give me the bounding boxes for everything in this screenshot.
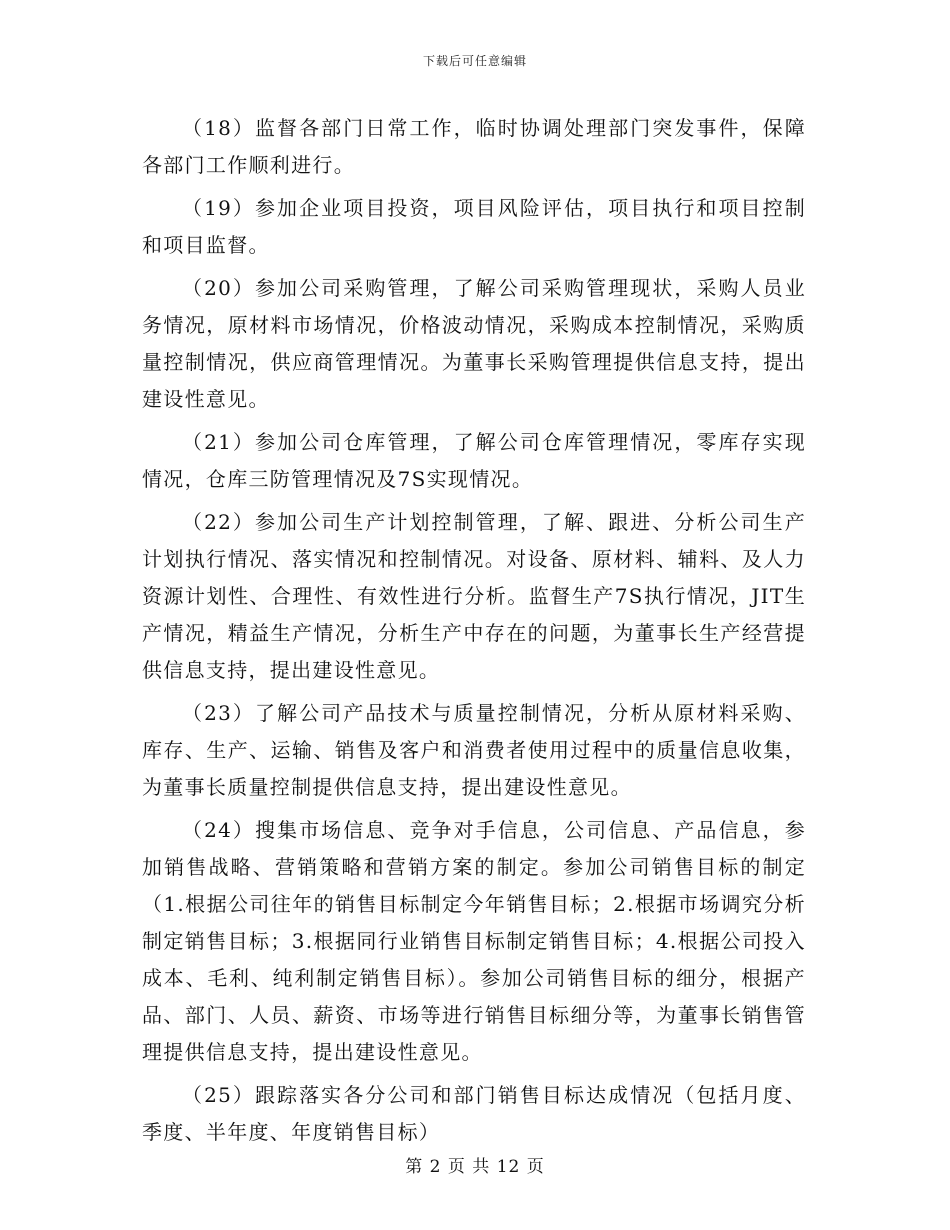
- paragraph-20: （20）参加公司采购管理，了解公司采购管理现状，采购人员业务情况，原材料市场情况，价格波动情况，采购成本控制情况，采购质量控制情况，供应商管理情况。为董事长采购管理提供信息支持，提出建设性意见。: [142, 276, 806, 411]
- paragraph-24: （24）搜集市场信息、竞争对手信息，公司信息、产品信息，参加销售战略、营销策略和营销方案的制定。参加公司销售目标的制定（1.根据公司往年的销售目标制定今年销售目标；2.根据市场调究分析制定销售目标；3.根据同行业销售目标制定销售目标；4.根据公司投入成本、毛利、纯利制定销售目标）。参加公司销售目标的细分，根据产品、部门、人员、薪资、市场等进行销售目标细分等，为董事长销售管理提供信息支持，提出建设性意见。: [142, 818, 806, 1064]
- paragraph-19: （19）参加企业项目投资，项目风险评估，项目执行和项目控制和项目监督。: [142, 196, 806, 257]
- paragraph-22: （22）参加公司生产计划控制管理，了解、跟进、分析公司生产计划执行情况、落实情况和控制情况。对设备、原材料、辅料、及人力资源计划性、合理性、有效性进行分析。监督生产7S执行情况，JIT生产情况，精益生产情况，分析生产中存在的问题，为董事长生产经营提供信息支持，提出建设性意见。: [142, 510, 806, 682]
- document-body: [142, 110, 806, 1157]
- paragraph-25: （25）跟踪落实各分公司和部门销售目标达成情况（包括月度、季度、半年度、年度销售目标）: [142, 1083, 806, 1144]
- paragraph-21: （21）参加公司仓库管理，了解公司仓库管理情况，零库存实现情况，仓库三防管理情况及7S实现情况。: [142, 430, 806, 491]
- page-number-footer: 第 2 页 共 12 页: [405, 1157, 545, 1177]
- paragraph-18: （18）监督各部门日常工作，临时协调处理部门突发事件，保障各部门工作顺利进行。: [142, 116, 806, 177]
- page-header: 下载后可任意编辑: [422, 54, 527, 68]
- paragraph-23: （23）了解公司产品技术与质量控制情况，分析从原材料采购、库存、生产、运输、销售及客户和消费者使用过程中的质量信息收集，为董事长质量控制提供信息支持，提出建设性意见。: [142, 701, 806, 799]
